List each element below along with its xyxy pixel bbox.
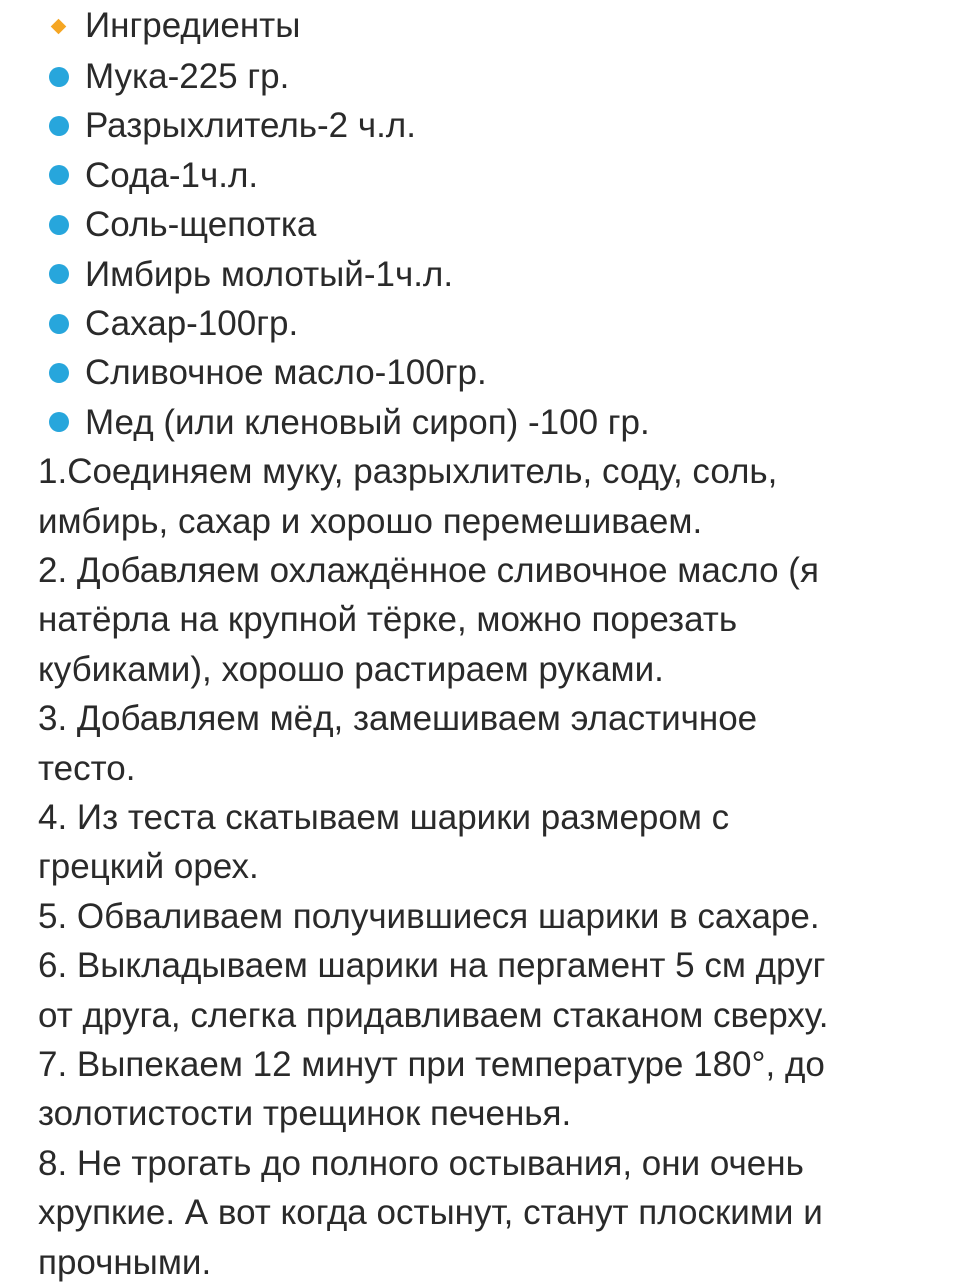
ingredient-item: [38, 101, 958, 150]
step-4: 4. Из теста скатываем шарики размером с грецкий орех.: [38, 797, 730, 887]
blue-dot-icon: [49, 165, 69, 185]
recipe-content: [38, 0, 958, 1287]
blue-dot-icon: [49, 215, 69, 235]
step-8: 8. Не трогать до полного остывания, они очень хрупкие. А вот когда остынут, станут плоскими и прочными.: [38, 1143, 823, 1282]
step-2: 2. Добавляем охлаждённое сливочное масло (я натёрла на крупной тёрке, можно порезать кубиками), хорошо растираем руками.: [38, 550, 819, 689]
ingredient-text: Разрыхлитель-2 ч.л.: [85, 106, 416, 146]
ingredient-text: Сода-1ч.л.: [85, 155, 259, 195]
ingredient-item: [38, 348, 958, 397]
diamond-bullet: [38, 21, 85, 32]
ingredient-item: [38, 151, 958, 200]
ingredients-title: Ингредиенты: [85, 6, 301, 45]
ingredient-item: [38, 52, 958, 101]
blue-dot-icon: [49, 363, 69, 383]
ingredient-text: Имбирь молотый-1ч.л.: [85, 254, 454, 294]
step-3: 3. Добавляем мёд, замешиваем эластичное тесто.: [38, 699, 758, 788]
ingredient-text: Сахар-100гр.: [85, 303, 299, 343]
step-7: 7. Выпекаем 12 минут при температуре 180°, до золотистости трещинок печенья.: [38, 1045, 825, 1134]
ingredient-text: Мука-225 гр.: [85, 57, 290, 96]
step-1: 1.Соединяем муку, разрыхлитель, соду, соль, имбирь, сахар и хорошо перемешиваем.: [38, 452, 778, 541]
ingredient-item: [38, 200, 958, 249]
orange-diamond-icon: [51, 18, 67, 34]
ingredient-item: [38, 398, 958, 447]
ingredient-text: Соль-щепотка: [85, 205, 317, 245]
steps-list: [38, 447, 958, 1287]
blue-dot-icon: [49, 314, 69, 334]
ingredient-item: [38, 250, 958, 299]
ingredient-text: Сливочное масло-100гр.: [85, 353, 487, 393]
ingredient-text: Мед (или кленовый сироп) -100 гр.: [85, 402, 650, 442]
step-6: 6. Выкладываем шарики на пергамент 5 см друг от друга, слегка придавливаем стаканом сверху.: [38, 946, 829, 1035]
ingredient-item: [38, 299, 958, 348]
blue-dot-icon: [49, 412, 69, 432]
ingredients-header: [38, 0, 958, 52]
step-5: 5. Обваливаем получившиеся шарики в сахаре.: [38, 896, 820, 936]
blue-dot-icon: [49, 264, 69, 284]
blue-dot-icon: [49, 67, 69, 87]
blue-dot-icon: [49, 116, 69, 136]
